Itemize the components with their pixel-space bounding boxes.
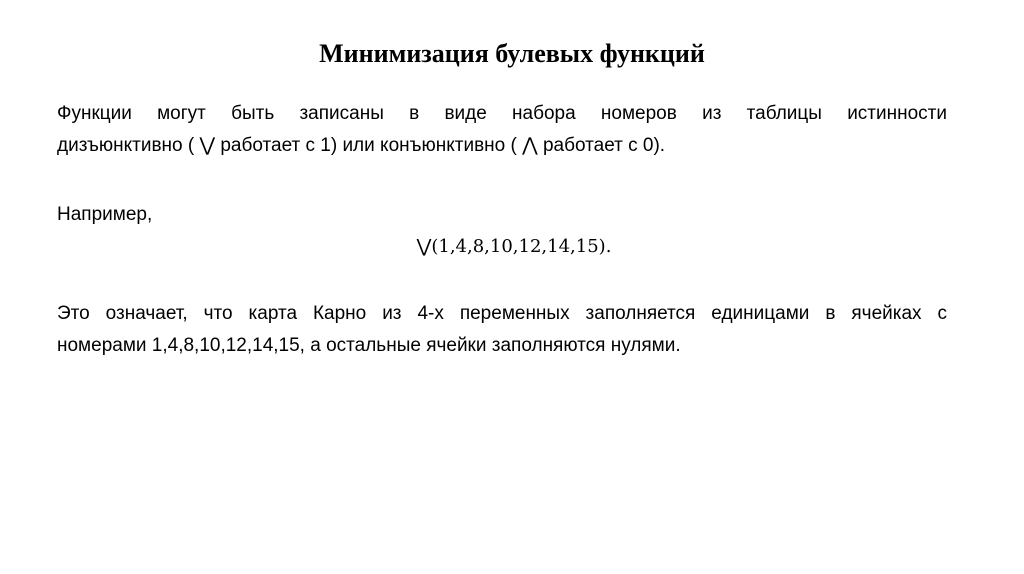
explanation-paragraph-line-2: номерами 1,4,8,10,12,14,15, а остальные ячейки заполняются нулями. (57, 335, 681, 356)
intro-paragraph-line-2: дизъюнктивно ( ⋁ работает с 1) или конъюнктивно ( ⋀ работает с 0). (57, 135, 666, 156)
intro-paragraph-line-1: Функции могут быть записаны в виде набора номеров из таблицы истинности (57, 103, 947, 124)
intro-paragraph (57, 98, 947, 162)
explanation-paragraph-line-1: Это означает, что карта Карно из 4-х переменных заполняется единицами в ячейках с (57, 303, 947, 324)
example-label: Например, (57, 204, 153, 225)
slide-title: Минимизация булевых функций (319, 39, 705, 68)
explanation-paragraph (57, 298, 947, 362)
formula: ⋁(1,4,8,10,12,14,15). (416, 236, 612, 257)
